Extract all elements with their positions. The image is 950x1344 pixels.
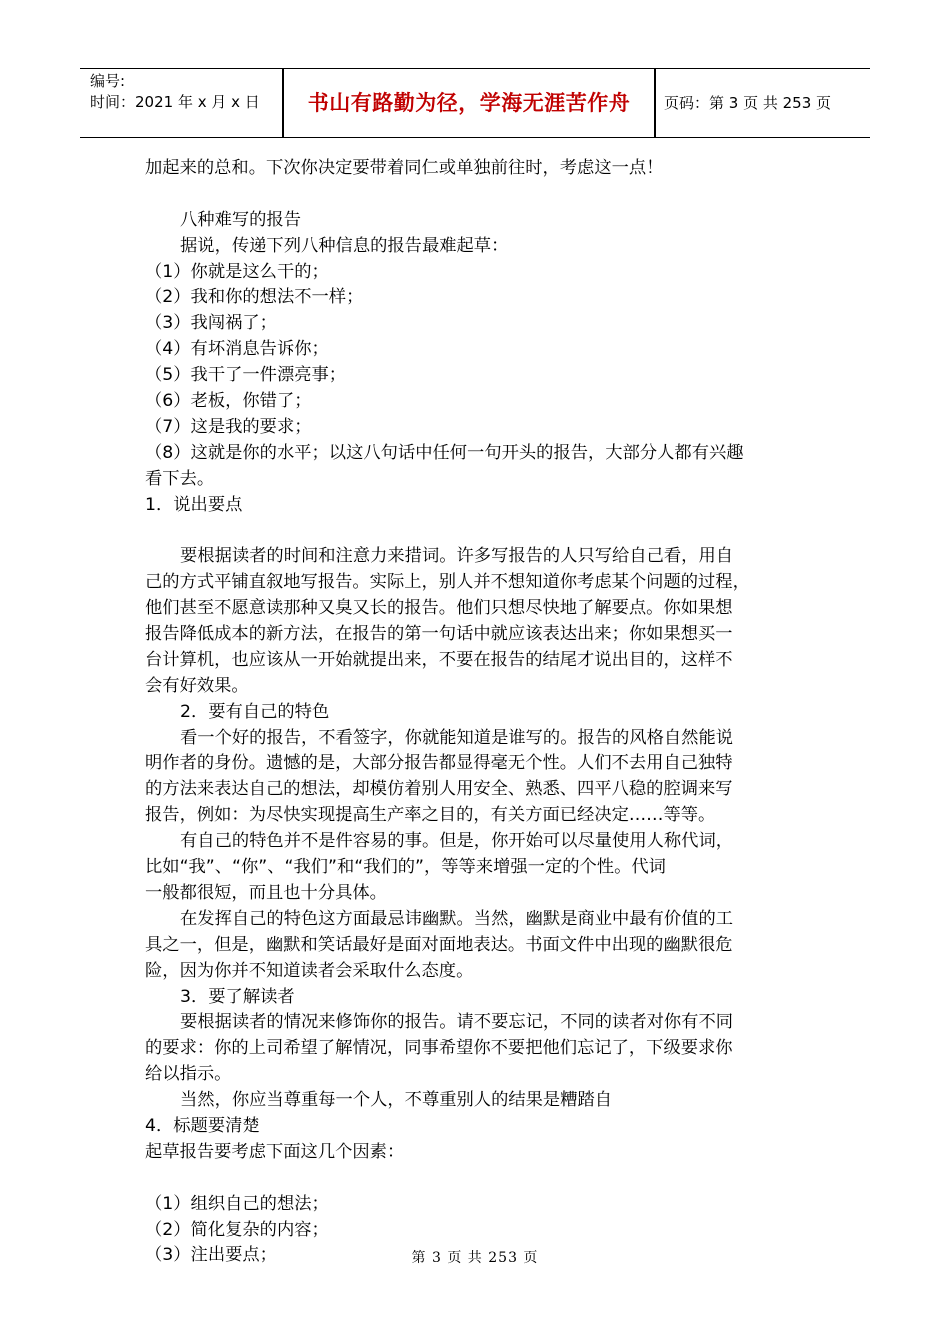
section-title: 八种难写的报告 xyxy=(180,209,301,230)
section-heading: 1．说出要点 xyxy=(145,494,243,515)
header-divider xyxy=(654,69,656,137)
list-item: （7）这是我的要求； xyxy=(145,416,312,437)
text-line: 有自己的特色并不是件容易的事。但是，你开始可以尽量使用人称代词， xyxy=(180,831,734,852)
text-line: 起草报告要考虑下面这几个因素： xyxy=(145,1141,405,1162)
text-line: 险，因为你并不知道读者会采取什么态度。 xyxy=(145,960,474,981)
text-line: 他们甚至不愿意读那种又臭又长的报告。他们只想尽快地了解要点。你如果想 xyxy=(145,598,733,619)
list-item: （4）有坏消息告诉你； xyxy=(145,339,329,360)
text-line: 加起来的总和。下次你决定要带着同仁或单独前往时，考虑这一点！ xyxy=(145,158,664,178)
header-meta xyxy=(90,71,280,113)
page-footer: 第 3 页 共 253 页 xyxy=(411,1250,539,1266)
text-line: 台计算机，也应该从一开始就提出来，不要在报告的结尾才说出目的，这样不 xyxy=(145,649,733,670)
text-line: 要根据读者的情况来修饰你的报告。请不要忘记，不同的读者对你有不同 xyxy=(180,1012,734,1033)
text-line: 要根据读者的时间和注意力来措词。许多写报告的人只写给自己看，用自 xyxy=(180,546,734,567)
text-line: 己的方式平铺直叙地写报告。实际上，别人并不想知道你考虑某个问题的过程， xyxy=(145,572,750,593)
text-line: 比如“我”、“你”、“我们”和“我们的”，等等来增强一定的个性。代词 xyxy=(145,857,666,878)
section-heading: 2．要有自己的特色 xyxy=(180,701,330,722)
text-line: 明作者的身份。遗憾的是，大部分报告都显得毫无个性。人们不去用自己独特 xyxy=(145,753,733,774)
text-line: 给以指示。 xyxy=(145,1064,232,1085)
document-number-label: 编号: xyxy=(90,72,126,90)
page-header xyxy=(80,68,870,138)
section-heading: 3．要了解读者 xyxy=(180,986,295,1007)
list-item: （1）你就是这么干的； xyxy=(145,261,329,282)
list-item: （2）我和你的想法不一样； xyxy=(145,287,364,308)
list-item: （6）老板，你错了； xyxy=(145,391,312,412)
text-line: 看下去。 xyxy=(145,468,215,489)
header-page-info: 页码：第 3 页 共 253 页 xyxy=(664,94,832,112)
list-item: （8）这就是你的水平；以这八句话中任何一句开头的报告，大部分人都有兴趣 xyxy=(145,442,744,463)
text-line: 的方法来表达自己的想法，却模仿着别人用安全、熟悉、四平八稳的腔调来写 xyxy=(145,779,733,800)
list-item: （1）组织自己的想法； xyxy=(145,1193,329,1214)
text-line: 会有好效果。 xyxy=(145,675,249,696)
text-line: 具之一，但是，幽默和笑话最好是面对面地表达。书面文件中出现的幽默很危 xyxy=(145,934,733,955)
list-item: （3）我闯祸了； xyxy=(145,313,277,334)
text-line: 在发挥自己的特色这方面最忌讳幽默。当然，幽默是商业中最有价值的工 xyxy=(180,908,734,929)
text-line: 当然，你应当尊重每一个人，不尊重别人的结果是糟踏自 xyxy=(180,1090,613,1111)
document-body xyxy=(145,156,805,1269)
list-item: （3）注出要点； xyxy=(145,1245,277,1266)
list-item: （2）简化复杂的内容； xyxy=(145,1219,329,1240)
text-line: 报告降低成本的新方法，在报告的第一句话中就应该表达出来；你如果想买一 xyxy=(145,624,733,645)
document-date-label: 时间：2021 年 x 月 x 日 xyxy=(90,93,260,111)
text-line: 一般都很短，而且也十分具体。 xyxy=(145,882,387,903)
section-heading: 4．标题要清楚 xyxy=(145,1115,260,1136)
list-item: （5）我干了一件漂亮事； xyxy=(145,365,347,386)
text-line: 的要求：你的上司希望了解情况，同事希望你不要把他们忘记了，下级要求你 xyxy=(145,1038,733,1059)
text-line: 据说，传递下列八种信息的报告最难起草： xyxy=(180,235,509,256)
text-line: 报告，例如：为尽快实现提高生产率之目的，有关方面已经决定……等等。 xyxy=(145,805,716,826)
text-line: 看一个好的报告，不看签字，你就能知道是谁写的。报告的风格自然能说 xyxy=(180,727,734,748)
header-motto: 书山有路勤为径，学海无涯苦作舟 xyxy=(307,91,631,115)
